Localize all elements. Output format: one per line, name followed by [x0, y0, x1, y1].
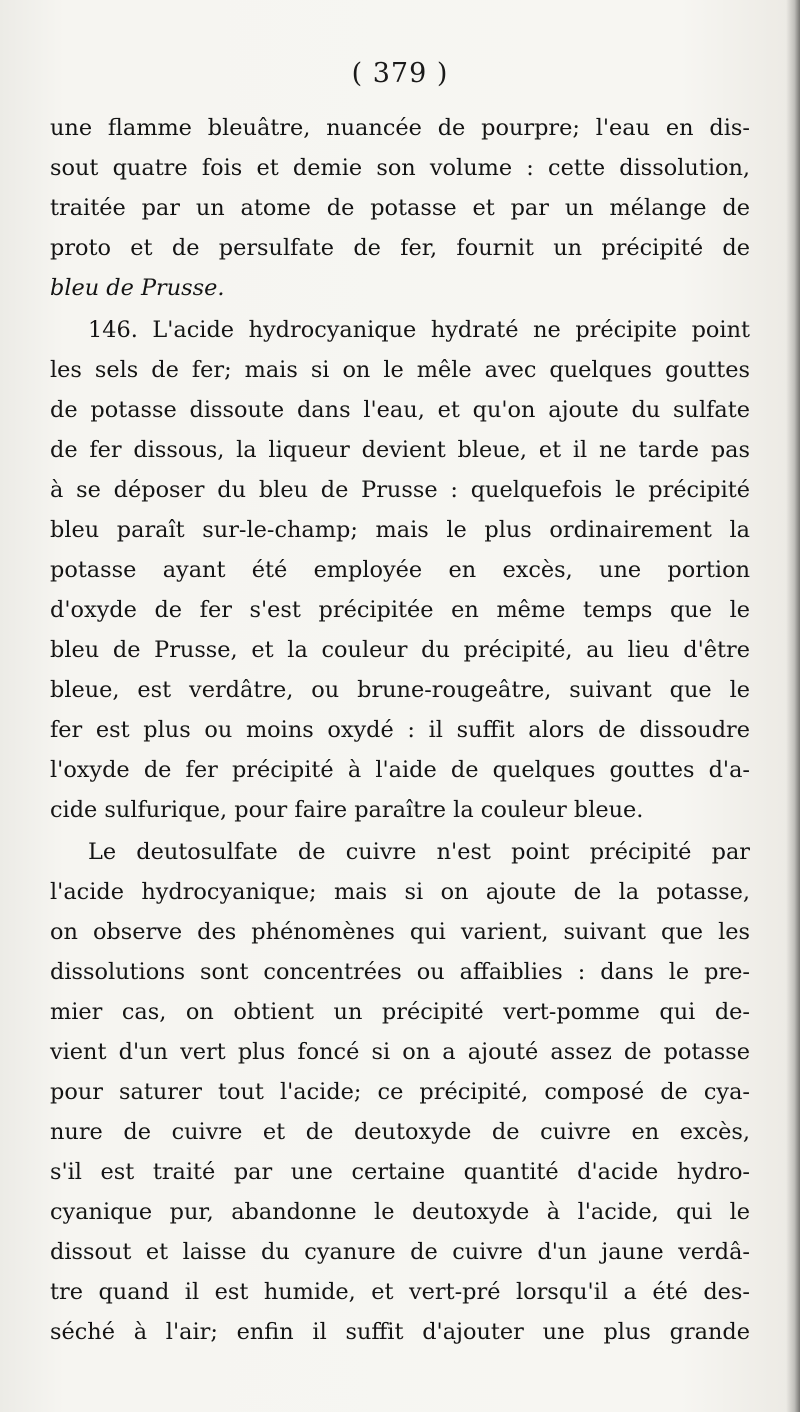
text-line: fer est plus ou moins oxydé : il suffit alors de dissoudre	[50, 717, 750, 743]
text-line: une flamme bleuâtre, nuancée de pourpre; l'eau en dis-	[50, 115, 750, 141]
text-line: bleue, est verdâtre, ou brune-rougeâtre, suivant que le	[50, 677, 750, 703]
text-line: potasse ayant été employée en excès, une portion	[50, 557, 750, 583]
text-line: nure de cuivre et de deutoxyde de cuivre en excès,	[50, 1119, 750, 1145]
text-line: s'il est traité par une certaine quantité d'acide hydro-	[50, 1159, 750, 1185]
text-line: les sels de fer; mais si on le mêle avec quelques gouttes	[50, 357, 750, 383]
text-line: cyanique pur, abandonne le deutoxyde à l'acide, qui le	[50, 1199, 750, 1225]
text-line: dissolutions sont concentrées ou affaiblies : dans le pre-	[50, 959, 750, 985]
page-edge-shadow	[786, 0, 800, 1412]
text-line: à se déposer du bleu de Prusse : quelquefois le précipité	[50, 477, 750, 503]
text-line: bleu de Prusse.	[50, 275, 225, 301]
text-line: bleu de Prusse, et la couleur du précipité, au lieu d'être	[50, 637, 750, 663]
text-line: d'oxyde de fer s'est précipitée en même temps que le	[50, 597, 750, 623]
text-line: de potasse dissoute dans l'eau, et qu'on ajoute du sulfate	[50, 397, 750, 423]
text-line: sout quatre fois et demie son volume : cette dissolution,	[50, 155, 750, 181]
text-line: cide sulfurique, pour faire paraître la couleur bleue.	[50, 797, 644, 823]
text-line: tre quand il est humide, et vert-pré lorsqu'il a été des-	[50, 1279, 750, 1305]
text-line: dissout et laisse du cyanure de cuivre d'un jaune verdâ-	[50, 1239, 750, 1265]
paragraph-start-line: 146. L'acide hydrocyanique hydraté ne précipite point	[88, 317, 750, 343]
text-line: l'oxyde de fer précipité à l'aide de quelques gouttes d'a-	[50, 757, 750, 783]
text-line: de fer dissous, la liqueur devient bleue, et il ne tarde pas	[50, 437, 750, 463]
page-number: ( 379 )	[351, 58, 449, 89]
text-line: pour saturer tout l'acide; ce précipité, composé de cya-	[50, 1079, 750, 1105]
text-line: traitée par un atome de potasse et par un mélange de	[50, 195, 750, 221]
text-line: séché à l'air; enfin il suffit d'ajouter une plus grande	[50, 1319, 750, 1345]
text-line: vient d'un vert plus foncé si on a ajouté assez de potasse	[50, 1039, 750, 1065]
text-line: l'acide hydrocyanique; mais si on ajoute de la potasse,	[50, 879, 750, 905]
text-line: mier cas, on obtient un précipité vert-pomme qui de-	[50, 999, 750, 1025]
text-line: on observe des phénomènes qui varient, suivant que les	[50, 919, 750, 945]
text-line: proto et de persulfate de fer, fournit un précipité de	[50, 235, 750, 261]
paragraph-start-line: Le deutosulfate de cuivre n'est point précipité par	[88, 839, 750, 865]
text-line: bleu paraît sur-le-champ; mais le plus ordinairement la	[50, 517, 750, 543]
